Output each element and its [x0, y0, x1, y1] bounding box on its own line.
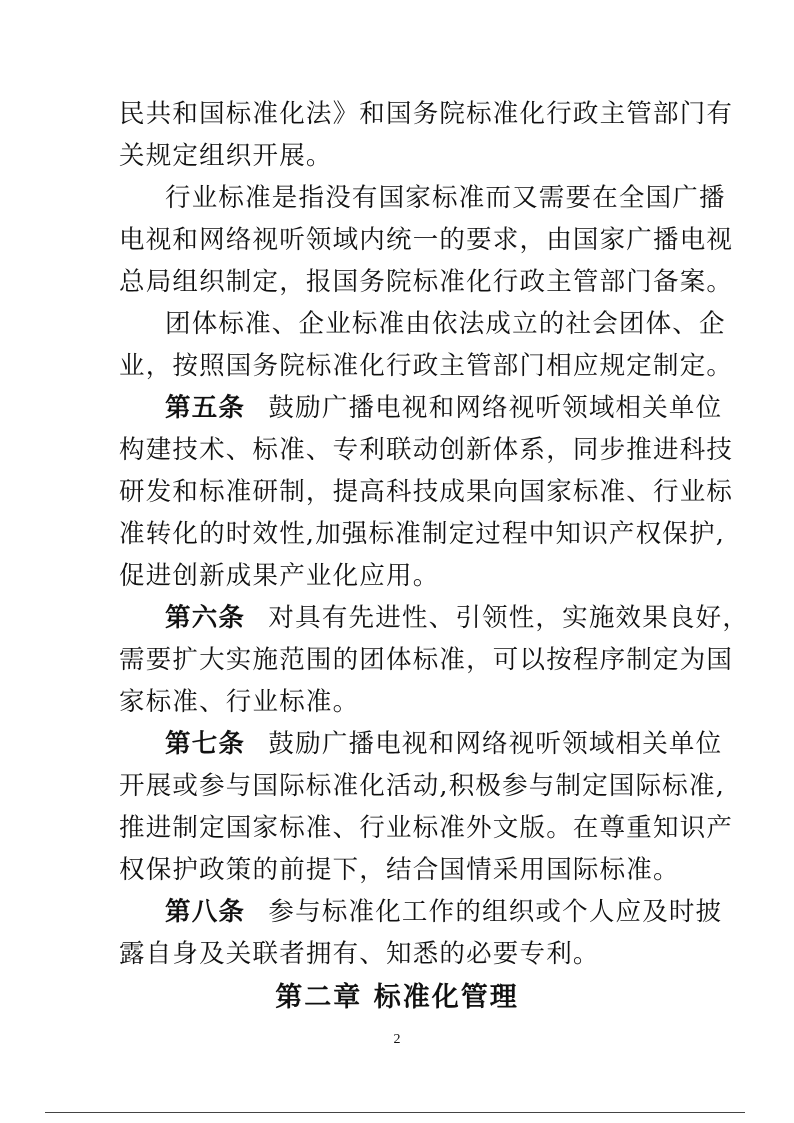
article-6-label: 第六条	[165, 603, 246, 633]
paragraph-line: 促进创新成果产业化应用。	[119, 561, 440, 591]
paragraph-line: 权保护政策的前提下，结合国情采用国际标准。	[119, 855, 680, 885]
paragraph-line: 行业标准是指没有国家标准而又需要在全国广播	[165, 183, 726, 213]
paragraph-line: 业，按照国务院标准化行政主管部门相应规定制定。	[119, 351, 734, 381]
article-7-label: 第七条	[165, 729, 246, 759]
paragraph-line: 关规定组织开展。	[119, 141, 333, 171]
paragraph-line: 民共和国标准化法》和国务院标准化行政主管部门有	[119, 99, 734, 129]
paragraph-line: 准转化的时效性,加强标准制定过程中知识产权保护,	[119, 519, 726, 549]
article-7-first-line	[165, 726, 723, 762]
paragraph-line: 研发和标准研制，提高科技成果向国家标准、行业标	[119, 477, 734, 507]
paragraph-line: 家标准、行业标准。	[119, 687, 360, 717]
article-8-label: 第八条	[165, 897, 246, 927]
article-6-first-line	[165, 600, 750, 636]
page-number: 2	[393, 1032, 401, 1047]
article-5-label: 第五条	[165, 393, 246, 423]
paragraph-line: 电视和网络视听领域内统一的要求，由国家广播电视	[119, 225, 734, 255]
paragraph-line: 构建技术、标准、专利联动创新体系，同步推进科技	[119, 435, 734, 465]
paragraph-line: 开展或参与国际标准化活动,积极参与制定国际标准,	[119, 771, 726, 801]
paragraph-line: 团体标准、企业标准由依法成立的社会团体、企	[165, 309, 726, 339]
article-8-first-line	[165, 894, 723, 930]
paragraph-line: 推进制定国家标准、行业标准外文版。在尊重知识产	[119, 813, 734, 843]
paragraph-line: 总局组织制定，报国务院标准化行政主管部门备案。	[119, 267, 734, 297]
bottom-rule	[45, 1112, 745, 1113]
paragraph-text: 参与标准化工作的组织或个人应及时披	[268, 897, 723, 927]
paragraph-text: 对具有先进性、引领性，实施效果良好，	[268, 603, 750, 633]
chapter-heading: 第二章 标准化管理	[275, 982, 519, 1013]
paragraph-line: 需要扩大实施范围的团体标准，可以按程序制定为国	[119, 645, 734, 675]
article-5-first-line	[165, 390, 723, 426]
paragraph-text: 鼓励广播电视和网络视听领域相关单位	[268, 393, 723, 423]
paragraph-text: 鼓励广播电视和网络视听领域相关单位	[268, 729, 723, 759]
paragraph-line: 露自身及关联者拥有、知悉的必要专利。	[119, 939, 600, 969]
